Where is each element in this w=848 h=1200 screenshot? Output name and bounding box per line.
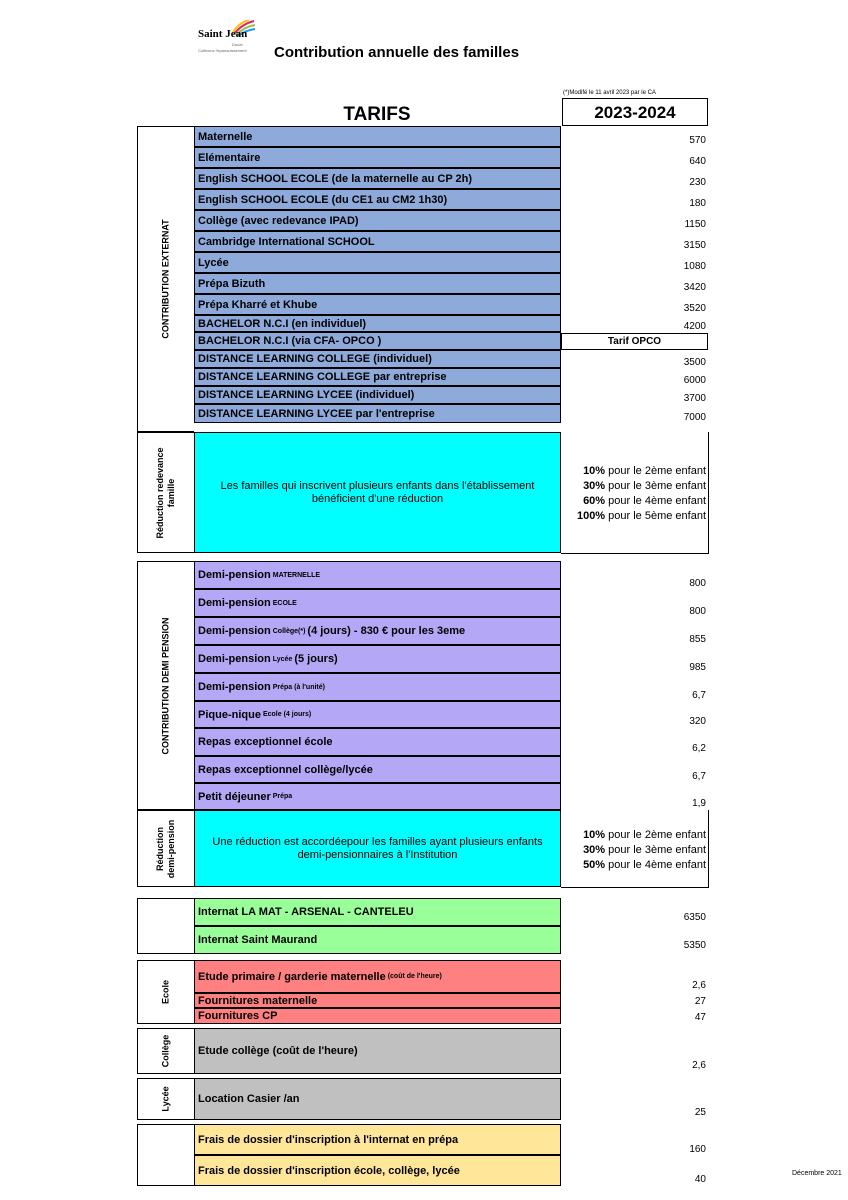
ecole-row-value: 2,6 <box>692 980 706 991</box>
externat-row-value: 3150 <box>683 240 706 251</box>
externat-row-value: 1150 <box>684 219 706 230</box>
externat-row-label: DISTANCE LEARNING COLLEGE (individuel) <box>194 350 561 368</box>
demi-row-value: 320 <box>689 716 706 727</box>
demi-row-label: Demi-pension MATERNELLE <box>194 561 561 589</box>
externat-row-label: Prépa Kharré et Khube <box>194 294 561 315</box>
demi-row-label: Petit déjeuner Prépa <box>194 783 561 810</box>
discount-line: 100% pour le 5ème enfant <box>576 510 706 522</box>
demi-row-value: 800 <box>689 606 706 617</box>
ecole-row-label: Fournitures maternelle <box>194 993 561 1008</box>
externat-row-label: Elémentaire <box>194 147 561 168</box>
section-label-ecole: Ecole <box>137 960 194 1024</box>
section-label-reduction-famille: Réduction redevance famille <box>137 432 194 553</box>
logo <box>198 22 258 54</box>
reduction-famille-text: Les familles qui inscrivent plusieurs enfants dans l'établissement bénéficient d'une réduction <box>194 432 561 553</box>
externat-row-value: 640 <box>689 156 706 167</box>
page-title: Contribution annuelle des familles <box>274 44 520 61</box>
reduction-demi-text: Une réduction est accordéepour les familles ayant plusieurs enfants demi-pensionnaires à l'Institution <box>194 810 561 887</box>
lycee-row-label: Location Casier /an <box>194 1078 561 1120</box>
demi-row-value: 985 <box>689 662 706 673</box>
externat-row-value: 4200 <box>683 321 706 332</box>
college-row-value: 2,6 <box>692 1060 706 1071</box>
discount-line: 60% pour le 4ème enfant <box>583 495 706 507</box>
externat-row-value: 3420 <box>683 282 706 293</box>
section-label-frais <box>137 1124 194 1186</box>
section-label-internat <box>137 898 194 954</box>
section-label-lycee: Lycée <box>137 1078 194 1120</box>
externat-row-label: BACHELOR N.C.I (via CFA- OPCO ) <box>194 332 561 350</box>
year-header: 2023-2024 <box>562 98 708 126</box>
internat-row-value: 6350 <box>683 912 706 923</box>
frais-row-value: 40 <box>694 1174 706 1185</box>
demi-row-value: 6,7 <box>692 771 706 782</box>
demi-row-value: 6,7 <box>692 690 706 701</box>
logo-tag: Douai <box>232 42 243 47</box>
demi-row-value: 800 <box>689 578 706 589</box>
demi-row-value: 6,2 <box>692 743 706 754</box>
ecole-row-value: 47 <box>694 1012 706 1023</box>
discount-line: 30% pour le 3ème enfant <box>583 480 706 492</box>
externat-row-value: 3520 <box>683 303 706 314</box>
demi-row-value: 1,9 <box>692 798 706 809</box>
reduction-famille-list <box>520 464 706 524</box>
college-row-label: Etude collège (coût de l'heure) <box>194 1028 561 1074</box>
demi-row-label: Pique-nique Ecole (4 jours) <box>194 701 561 728</box>
internat-row-label: Internat Saint Maurand <box>194 926 561 954</box>
section-label-college: Collège <box>137 1028 194 1074</box>
externat-row-label: DISTANCE LEARNING COLLEGE par entreprise <box>194 368 561 386</box>
externat-row-label: Cambridge International SCHOOL <box>194 231 561 252</box>
discount-line: 30% pour le 3ème enfant <box>583 844 706 856</box>
frais-row-label: Frais de dossier d'inscription à l'internat en prépa <box>194 1124 561 1155</box>
externat-row-label: English SCHOOL ECOLE (de la maternelle au CP 2h) <box>194 168 561 189</box>
externat-row-value: 6000 <box>683 375 706 386</box>
externat-row-value: 230 <box>689 177 706 188</box>
externat-row-label: English SCHOOL ECOLE (du CE1 au CM2 1h30) <box>194 189 561 210</box>
discount-line: 10% pour le 2ème enfant <box>583 465 706 477</box>
externat-row-value: 3500 <box>683 357 706 368</box>
section-label-demi-pension: CONTRIBUTION DEMI PENSION <box>137 561 194 810</box>
tarifs-heading: TARIFS <box>343 104 411 125</box>
logo-sub: Cultivons l'épanouissement <box>198 48 247 53</box>
lycee-row-value: 25 <box>694 1107 706 1118</box>
externat-row-label: Collège (avec redevance IPAD) <box>194 210 561 231</box>
externat-row-label: Prépa Bizuth <box>194 273 561 294</box>
frais-row-value: 160 <box>689 1144 706 1155</box>
internat-row-label: Internat LA MAT - ARSENAL - CANTELEU <box>194 898 561 926</box>
discount-line: 10% pour le 2ème enfant <box>583 829 706 841</box>
ecole-row-value: 27 <box>694 996 706 1007</box>
discount-line: 50% pour le 4ème enfant <box>583 859 706 871</box>
externat-row-value: 1080 <box>683 261 706 272</box>
externat-row-label: Lycée <box>194 252 561 273</box>
demi-row-label: Demi-pension Prépa (à l'unité) <box>194 673 561 701</box>
demi-row-label: Demi-pension ECOLE <box>194 589 561 617</box>
externat-row-value: 7000 <box>683 412 706 423</box>
demi-row-label: Repas exceptionnel collège/lycée <box>194 756 561 783</box>
demi-row-value: 855 <box>689 634 706 645</box>
demi-row-label: Repas exceptionnel école <box>194 728 561 756</box>
externat-row-value: 3700 <box>683 393 706 404</box>
demi-row-label: Demi-pension Collège(*) (4 jours) - 830 € pour les 3eme <box>194 617 561 645</box>
externat-row-value: 570 <box>689 135 706 146</box>
externat-row-label: BACHELOR N.C.I (en individuel) <box>194 315 561 332</box>
externat-row-label: DISTANCE LEARNING LYCEE par l'entreprise <box>194 404 561 423</box>
reduction-demi-list <box>520 828 706 873</box>
ecole-row-label: Etude primaire / garderie maternelle (coût de l'heure) <box>194 960 561 993</box>
ecole-row-label: Fournitures CP <box>194 1008 561 1024</box>
demi-row-label: Demi-pension Lycée (5 jours) <box>194 645 561 673</box>
footer-date: Décembre 2021 <box>792 1170 842 1177</box>
section-label-reduction-demi: Réduction demi-pension <box>137 810 194 887</box>
section-label-externat: CONTRIBUTION EXTERNAT <box>137 126 194 432</box>
frais-row-label: Frais de dossier d'inscription école, collège, lycée <box>194 1155 561 1186</box>
modification-note: (*)Modifé le 11 avril 2023 par le CA <box>563 90 656 96</box>
externat-row-value-opco: Tarif OPCO <box>561 333 708 350</box>
logo-name: Saint Jean <box>198 28 248 40</box>
externat-row-label: DISTANCE LEARNING LYCEE (individuel) <box>194 386 561 404</box>
internat-row-value: 5350 <box>683 940 706 951</box>
externat-row-value: 180 <box>689 198 706 209</box>
externat-row-label: Maternelle <box>194 126 561 147</box>
